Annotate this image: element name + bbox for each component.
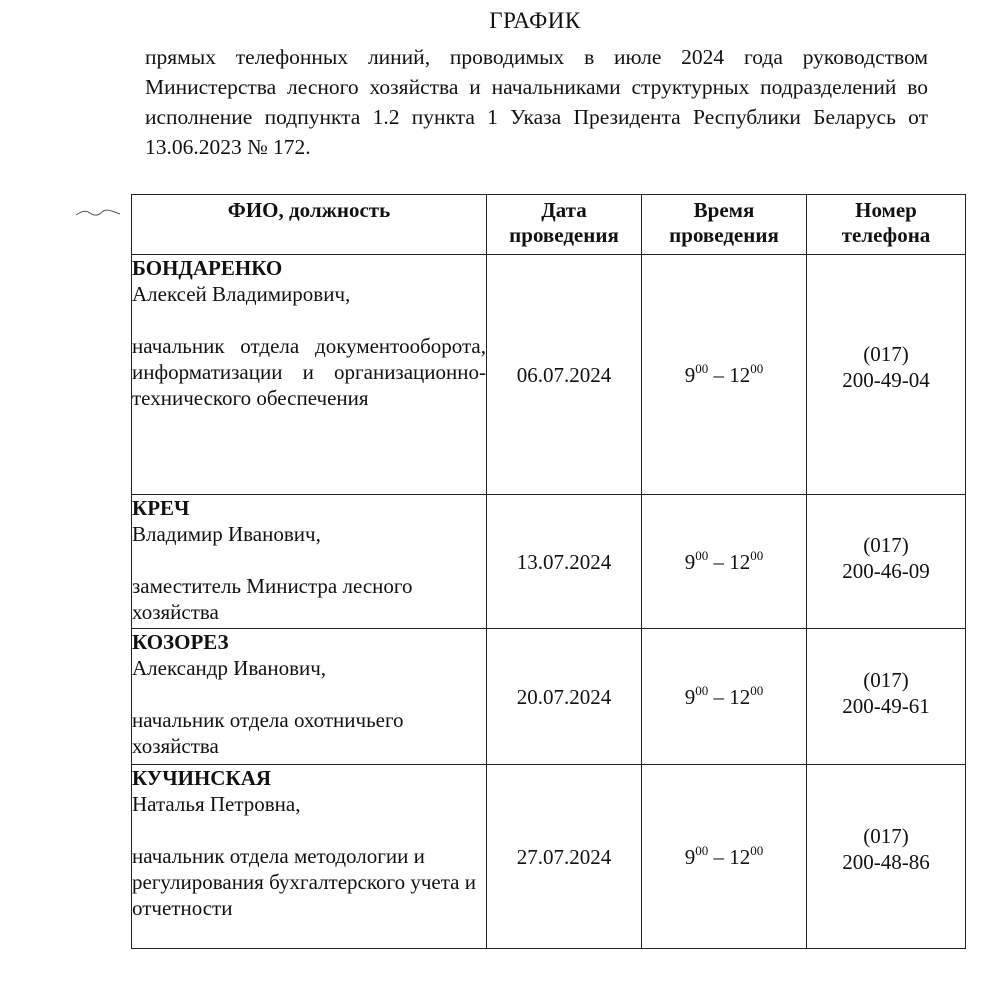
table-row — [132, 495, 966, 629]
header-phone-line1: Номер — [855, 198, 917, 222]
schedule-table — [131, 194, 966, 949]
header-date-line2: проведения — [509, 223, 619, 247]
intro-line: прямых телефонных линий, проводимых в июле 2024 года руководством — [145, 45, 928, 69]
time-start-minutes: 00 — [695, 547, 709, 563]
phone-code: (017) — [863, 532, 909, 557]
time-end-minutes: 00 — [750, 360, 764, 376]
given-names: Александр Иванович, — [132, 656, 327, 680]
surname: КУЧИНСКАЯ — [132, 766, 272, 790]
header-time — [642, 195, 807, 255]
surname: БОНДАРЕНКО — [132, 256, 283, 280]
phone-number: 200-49-61 — [842, 693, 930, 718]
time-start: 9 — [684, 549, 696, 574]
header-name — [132, 195, 487, 255]
phone-code: (017) — [863, 667, 909, 692]
time-separator: – — [708, 844, 730, 869]
name-cell — [132, 629, 487, 765]
time-end-minutes: 00 — [750, 682, 764, 698]
time-cell — [642, 765, 807, 949]
phone-cell — [807, 255, 966, 495]
intro-paragraph — [145, 42, 928, 162]
time-separator: – — [708, 684, 730, 709]
header-date-line1: Дата — [541, 198, 587, 222]
date-cell — [487, 255, 642, 495]
header-name-label: ФИО, должность — [227, 198, 391, 222]
position: начальник отдела охотничьего хозяйства — [132, 708, 404, 758]
date-cell — [487, 629, 642, 765]
time-cell — [642, 255, 807, 495]
time-separator: – — [708, 362, 730, 387]
time-end-minutes: 00 — [750, 842, 764, 858]
time-separator: – — [708, 549, 730, 574]
intro-line: Республики Беларусь от 13.06.2023 № 172. — [145, 105, 929, 159]
date-cell — [487, 765, 642, 949]
time-end: 12 — [729, 844, 751, 869]
time-start: 9 — [684, 684, 696, 709]
time-start: 9 — [684, 844, 696, 869]
intro-line: подразделений во исполнение подпункта 1.2 пункта 1 Указа Президента — [145, 75, 928, 129]
time-start: 9 — [684, 362, 696, 387]
position: начальник отдела документооборота, информатизации и организационно-технического обеспечения — [132, 334, 486, 410]
phone-number: 200-46-09 — [842, 558, 930, 583]
header-time-line2: проведения — [669, 223, 779, 247]
date-value: 06.07.2024 — [516, 362, 612, 387]
phone-cell — [807, 765, 966, 949]
phone-code: (017) — [863, 823, 909, 848]
position: заместитель Министра лесного хозяйства — [132, 574, 413, 624]
date-value: 20.07.2024 — [516, 684, 612, 709]
time-end: 12 — [729, 684, 751, 709]
table-row — [132, 629, 966, 765]
header-time-line1: Время — [693, 198, 755, 222]
phone-cell — [807, 629, 966, 765]
time-start-minutes: 00 — [695, 842, 709, 858]
name-cell — [132, 255, 487, 495]
name-cell — [132, 495, 487, 629]
table-row — [132, 765, 966, 949]
position: начальник отдела методологии и регулирования бухгалтерского учета и отчетности — [132, 844, 476, 920]
phone-code: (017) — [863, 341, 909, 366]
given-names: Владимир Иванович, — [132, 522, 321, 546]
name-cell — [132, 765, 487, 949]
time-start-minutes: 00 — [695, 360, 709, 376]
pen-mark — [74, 206, 122, 220]
surname: КОЗОРЕЗ — [132, 630, 229, 654]
phone-number: 200-49-04 — [842, 367, 930, 392]
header-date — [487, 195, 642, 255]
date-value: 13.07.2024 — [516, 549, 612, 574]
time-start-minutes: 00 — [695, 682, 709, 698]
date-value: 27.07.2024 — [516, 844, 612, 869]
header-phone — [807, 195, 966, 255]
time-end: 12 — [729, 362, 751, 387]
surname: КРЕЧ — [132, 496, 190, 520]
table-row — [132, 255, 966, 495]
given-names: Наталья Петровна, — [132, 792, 301, 816]
date-cell — [487, 495, 642, 629]
given-names: Алексей Владимирович, — [132, 282, 351, 306]
table-header-row — [132, 195, 966, 255]
phone-number: 200-48-86 — [842, 849, 930, 874]
document-title: ГРАФИК — [489, 8, 581, 33]
time-cell — [642, 495, 807, 629]
time-cell — [642, 629, 807, 765]
phone-cell — [807, 495, 966, 629]
intro-line: Министерства лесного хозяйства и начальниками структурных — [145, 75, 750, 99]
time-end: 12 — [729, 549, 751, 574]
header-phone-line2: телефона — [841, 223, 931, 247]
time-end-minutes: 00 — [750, 547, 764, 563]
